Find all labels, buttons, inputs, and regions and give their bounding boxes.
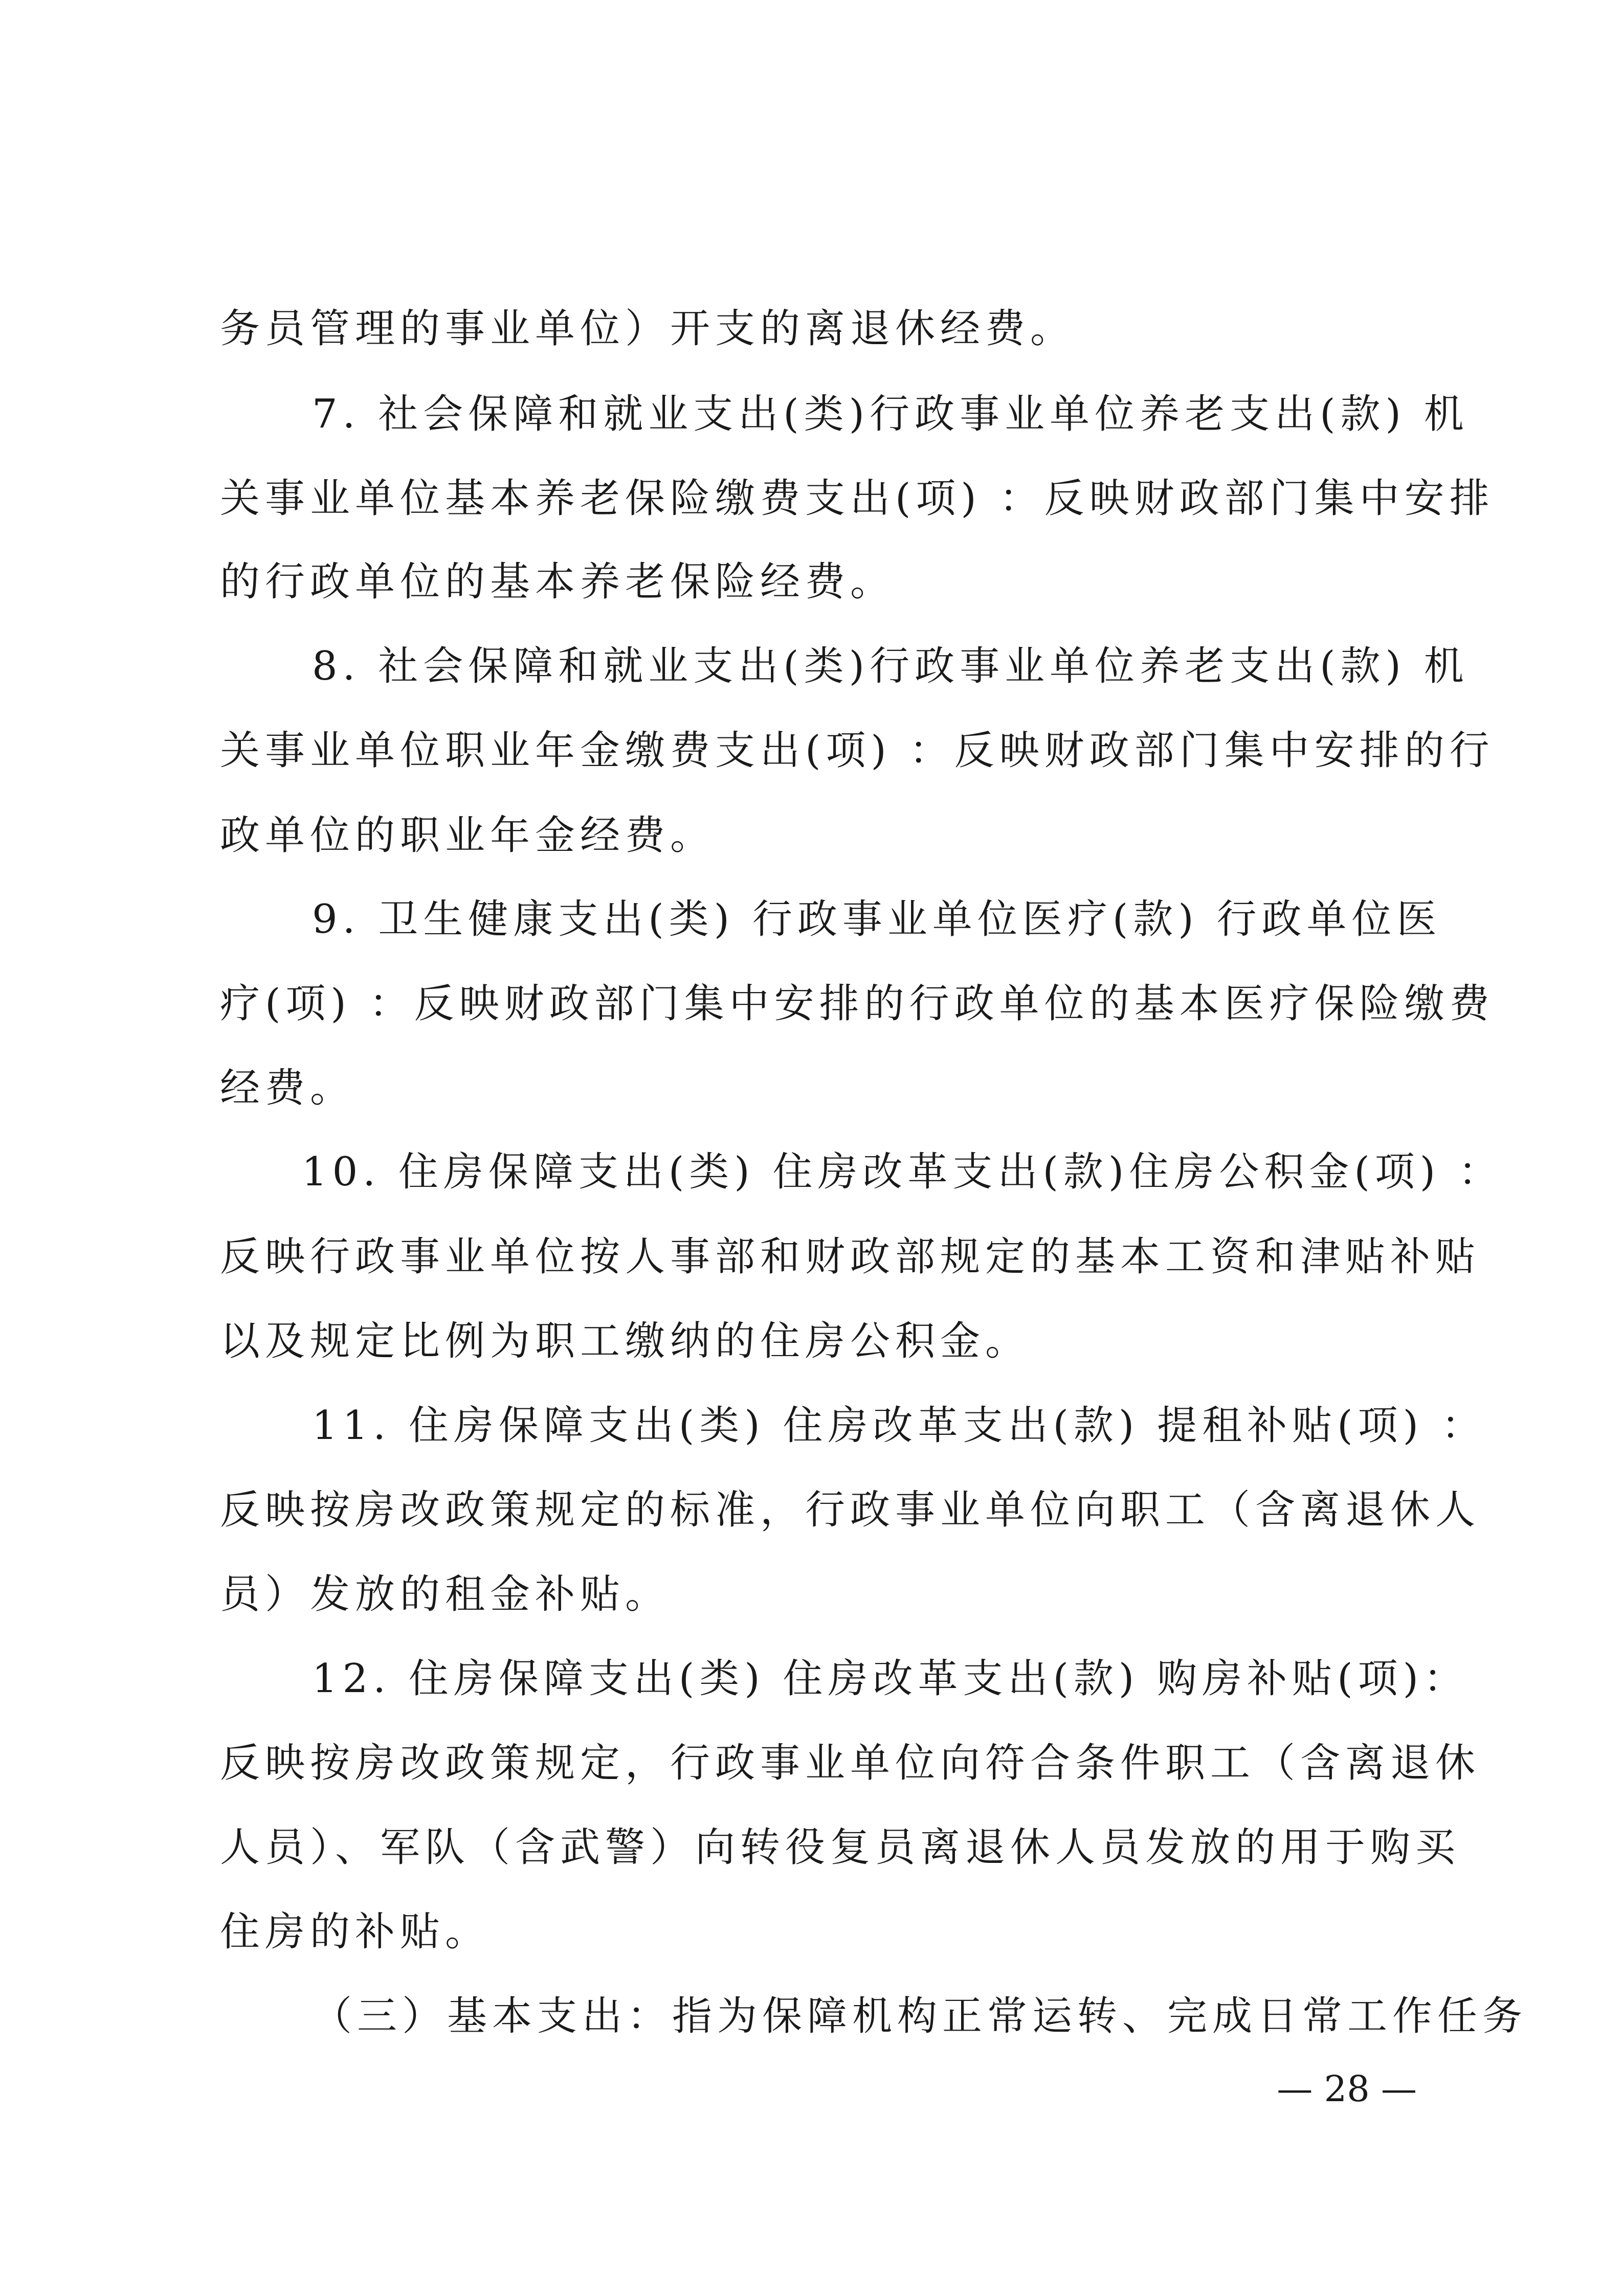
text-line-4: 的行政单位的基本养老保险经费。: [220, 559, 896, 605]
text-line-18: 反映按房改政策规定，行政事业单位向符合条件职工（含离退休: [220, 1740, 1481, 1786]
text-line-5: 8. 社会保障和就业支出(类)行政事业单位养老支出(款) 机: [312, 643, 1469, 689]
text-line-11: 10. 住房保障支出(类) 住房改革支出(款)住房公积金(项) ：: [302, 1149, 1504, 1195]
text-line-9: 疗(项) ：反映财政部门集中安排的行政单位的基本医疗保险缴费: [220, 981, 1495, 1027]
text-line-19: 人员）、军队（含武警）向转役复员离退休人员发放的用于购买: [220, 1825, 1461, 1871]
text-line-21: （三）基本支出：指为保障机构正常运转、完成日常工作任务: [312, 1993, 1528, 2039]
text-line-6: 关事业单位职业年金缴费支出(项) ：反映财政部门集中安排的行: [220, 728, 1495, 774]
text-line-17: 12. 住房保障支出(类) 住房改革支出(款) 购房补贴(项)：: [312, 1656, 1469, 1702]
text-line-20: 住房的补贴。: [220, 1909, 491, 1955]
text-line-12: 反映行政事业单位按人事部和财政部规定的基本工资和津贴补贴: [220, 1234, 1481, 1280]
text-line-13: 以及规定比例为职工缴纳的住房公积金。: [220, 1318, 1031, 1364]
text-line-3: 关事业单位基本养老保险缴费支出(项) ：反映财政部门集中安排: [220, 476, 1495, 522]
text-line-1: 务员管理的事业单位）开支的离退休经费。: [220, 306, 1076, 352]
text-line-7: 政单位的职业年金经费。: [220, 813, 716, 859]
text-line-14: 11. 住房保障支出(类) 住房改革支出(款) 提租补贴(项) ：: [312, 1403, 1486, 1449]
page-number: — 28 —: [1277, 2068, 1417, 2110]
text-line-16: 员）发放的租金补贴。: [220, 1571, 671, 1617]
text-line-15: 反映按房改政策规定的标准，行政事业单位向职工（含离退休人: [220, 1487, 1481, 1533]
text-line-10: 经费。: [220, 1065, 355, 1111]
text-line-8: 9. 卫生健康支出(类) 行政事业单位医疗(款) 行政单位医: [312, 896, 1442, 942]
text-line-2: 7. 社会保障和就业支出(类)行政事业单位养老支出(款) 机: [312, 391, 1469, 437]
